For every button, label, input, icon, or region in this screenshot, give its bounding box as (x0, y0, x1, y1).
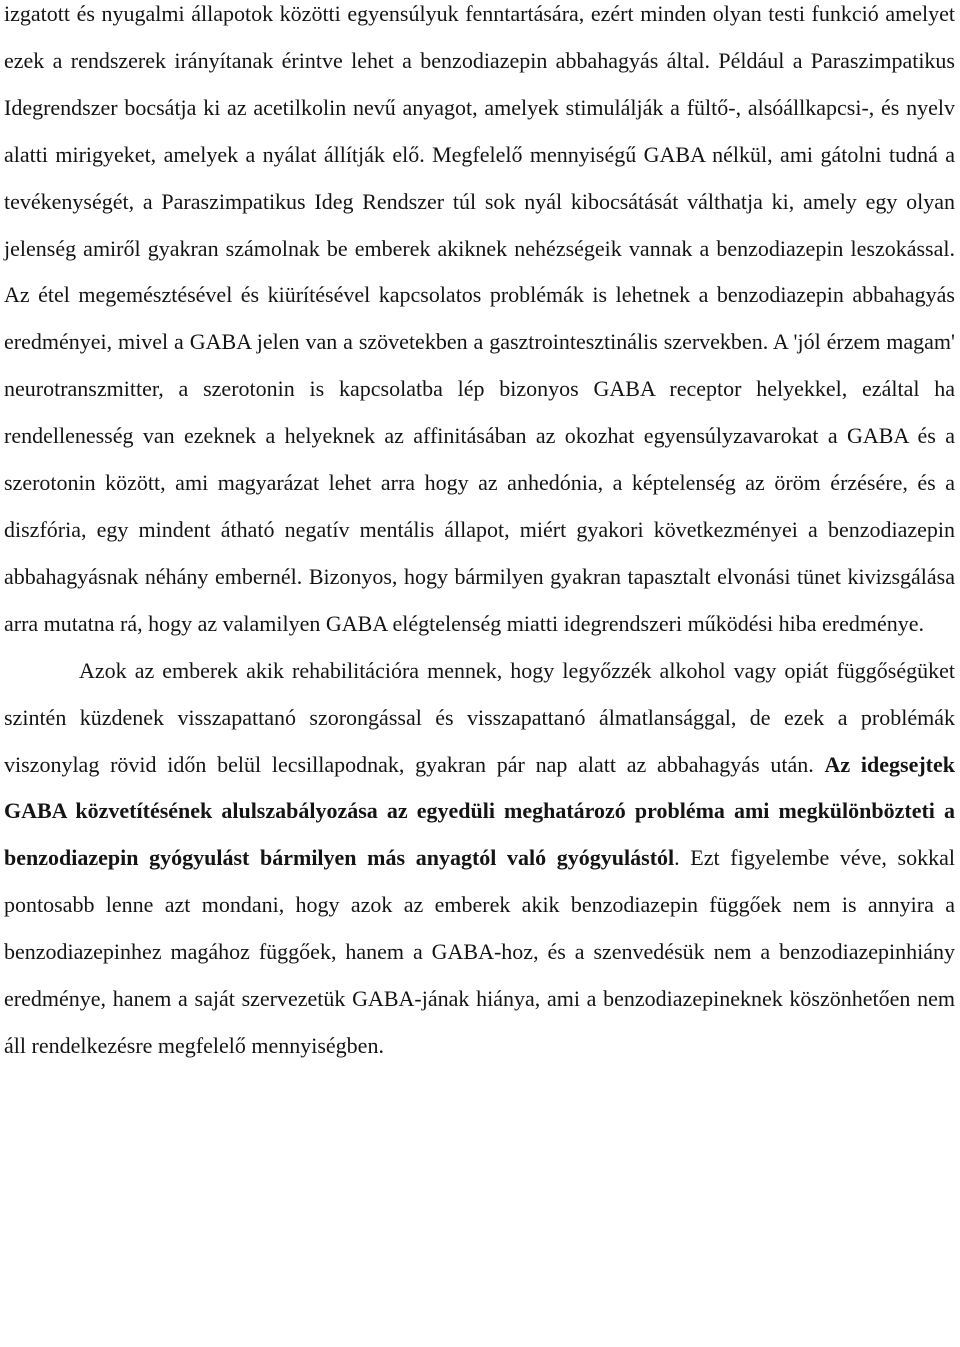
paragraph-1 (4, 0, 955, 648)
paragraph-2-text-start: Azok az emberek akik rehabilitációra mennek, hogy legyőzzék alkohol vagy opiát függőségüket szintén küzdenek visszapattanó szorongással és visszapattanó álmatlansággal, de ezek a problémák viszonylag rövid időn belül lecsillapodnak, gyakran pár nap alatt az abbahagyás után. (4, 657, 955, 777)
document-page (4, 0, 955, 1070)
paragraph-1-text: izgatott és nyugalmi állapotok közötti egyensúlyuk fenntartására, ezért minden olyan testi funkció amelyet ezek a rendszerek irányítanak érintve lehet a benzodiazepin abbahagyás által. Például a Paraszimpatikus Idegrendszer bocsátja ki az acetilkolin nevű anyagot, amelyek stimulálják a fültő-, alsóállkapcsi-, és nyelv alatti mirigyeket, amelyek a nyálat állítják elő. Megfelelő mennyiségű GABA nélkül, ami gátolni tudná a tevékenységét, a Paraszimpatikus Ideg Rendszer túl sok nyál kibocsátását válthatja ki, amely egy olyan jelenség amiről gyakran számolnak be emberek akiknek nehézségeik vannak a benzodiazepin leszokással. Az étel megemésztésével és kiürítésével kapcsolatos problémák is lehetnek a benzodiazepin abbahagyás eredményei, mivel a GABA jelen van a szövetekben a gasztrointesztinális szervekben. A 'jól érzem magam' neurotranszmitter, a szerotonin is kapcsolatba lép bizonyos GABA receptor helyekkel, ezáltal ha rendellenesség van ezeknek a helyeknek az affinitásában az okozhat egyensúlyzavarokat a GABA és a szerotonin között, ami magyarázat lehet arra hogy az anhedónia, a képtelenség az öröm érzésére, és a diszfória, egy mindent átható negatív mentális állapot, miért gyakori következményei a benzodiazepin abbahagyásnak néhány embernél. Bizonyos, hogy bármilyen gyakran tapasztalt elvonási tünet kivizsgálása arra mutatna rá, hogy az valamilyen GABA elégtelenség miatti idegrendszeri működési hiba eredménye. (4, 1, 955, 636)
paragraph-2-bold-statement: Az idegsejtek GABA közvetítésének alulszabályozása az egyedüli meghatározó probléma ami megkülönbözteti a benzodiazepin gyógyulást bármilyen más anyagtól való gyógyulástól (4, 751, 955, 871)
paragraph-2-text-end: . Ezt figyelembe véve, sokkal pontosabb lenne azt mondani, hogy azok az emberek akik benzodiazepin függőek nem is annyira a benzodiazepinhez magához függőek, hanem a GABA-hoz, és a szenvedésük nem a benzodiazepinhiány eredménye, hanem a saját szervezetük GABA-jának hiánya, ami a benzodiazepineknek köszönhetően nem áll rendelkezésre megfelelő mennyiségben. (4, 845, 955, 1058)
paragraph-2 (4, 648, 955, 1070)
